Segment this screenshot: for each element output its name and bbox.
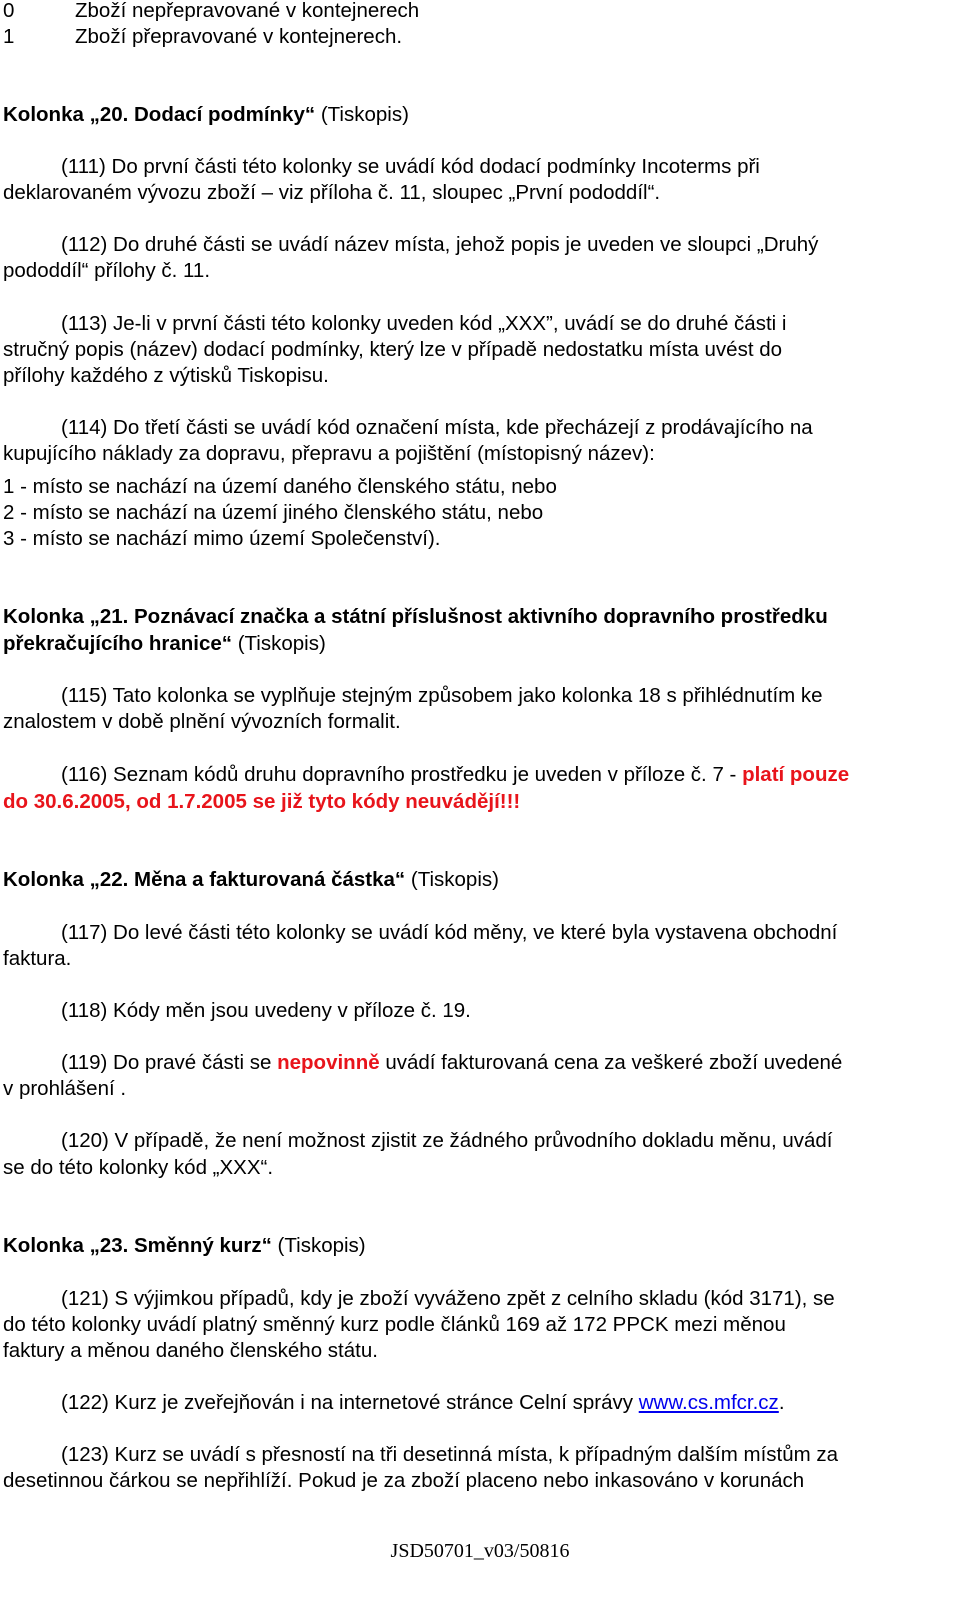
customs-website-link[interactable]: www.cs.mfcr.cz	[638, 1391, 779, 1414]
list-item: 3 - místo se nachází mimo území Společenství).	[3, 527, 441, 550]
paragraph-122: (122) Kurz je zveřejňován i na internetové stránce Celní správy www.cs.mfcr.cz.	[61, 1391, 785, 1414]
paragraph-112-cont: pododdíl“ přílohy č. 11.	[3, 259, 211, 282]
section-heading-20: Kolonka „20. Dodací podmínky“ (Tiskopis)	[3, 103, 409, 126]
paragraph-113-cont: stručný popis (název) dodací podmínky, který lze v případě nedostatku místa uvést do	[3, 338, 783, 361]
paragraph-118: (118) Kódy měn jsou uvedeny v příloze č. 19.	[61, 999, 471, 1022]
code-number: 0	[3, 0, 15, 22]
paragraph-114: (114) Do třetí části se uvádí kód označení místa, kde přecházejí z prodávajícího na	[61, 416, 813, 439]
section-heading-23: Kolonka „23. Směnný kurz“ (Tiskopis)	[3, 1234, 366, 1257]
code-item	[3, 24, 402, 50]
warning-text: platí pouze	[742, 763, 850, 786]
paragraph-117-cont: faktura.	[3, 947, 72, 970]
paragraph-120: (120) V případě, že není možnost zjistit ze žádného průvodního dokladu měnu, uvádí	[61, 1129, 833, 1152]
paragraph-119-cont: v prohlášení .	[3, 1077, 127, 1100]
section-heading-21: Kolonka „21. Poznávací značka a státní příslušnost aktivního dopravního prostředku	[3, 605, 828, 628]
code-item	[3, 0, 419, 24]
code-label: Zboží nepřepravované v kontejnerech	[75, 0, 420, 22]
code-number: 1	[3, 25, 15, 48]
paragraph-113-cont: přílohy každého z výtisků Tiskopisu.	[3, 364, 329, 387]
paragraph-121-cont: do této kolonky uvádí platný směnný kurz podle článků 169 až 172 PPCK mezi měnou	[3, 1313, 786, 1336]
warning-text: do 30.6.2005, od 1.7.2005 se již tyto kódy neuvádějí	[3, 790, 500, 813]
page-footer: JSD50701_v03/50816	[390, 1540, 570, 1562]
paragraph-116-cont: do 30.6.2005, od 1.7.2005 se již tyto kódy neuvádějí!!!	[3, 790, 521, 813]
paragraph-114-cont: kupujícího náklady za dopravu, přepravu a pojištění (místopisný název):	[3, 442, 655, 465]
paragraph-112: (112) Do druhé části se uvádí název místa, jehož popis je uveden ve sloupci „Druhý	[61, 233, 819, 256]
paragraph-121: (121) S výjimkou případů, kdy je zboží vyváženo zpět z celního skladu (kód 3171), se	[61, 1287, 835, 1310]
section-heading-21-cont: překračujícího hranice“ (Tiskopis)	[3, 632, 326, 655]
paragraph-115-cont: znalostem v době plnění vývozních formalit.	[3, 710, 401, 733]
list-item: 2 - místo se nachází na území jiného členského státu, nebo	[3, 501, 544, 524]
paragraph-119: (119) Do pravé části se nepovinně uvádí fakturovaná cena za veškeré zboží uvedené	[61, 1051, 843, 1074]
warning-text: nepovinně	[277, 1051, 380, 1074]
paragraph-111: (111) Do první části této kolonky se uvádí kód dodací podmínky Incoterms při	[61, 155, 760, 178]
paragraph-121-cont: faktury a měnou daného členského státu.	[3, 1339, 378, 1362]
paragraph-123-cont: desetinnou čárkou se nepřihlíží. Pokud je za zboží placeno nebo inkasováno v korunách	[3, 1469, 805, 1492]
paragraph-123: (123) Kurz se uvádí s přesností na tři desetinná místa, k případným dalším místům za	[61, 1443, 839, 1466]
list-item: 1 - místo se nachází na území daného členského státu, nebo	[3, 475, 557, 498]
paragraph-117: (117) Do levé části této kolonky se uvádí kód měny, ve které byla vystavena obchodní	[61, 921, 838, 944]
code-label: Zboží přepravované v kontejnerech.	[75, 25, 403, 48]
paragraph-120-cont: se do této kolonky kód „XXX“.	[3, 1156, 274, 1179]
paragraph-116: (116) Seznam kódů druhu dopravního prostředku je uveden v příloze č. 7 - platí pouze	[61, 763, 850, 786]
paragraph-113: (113) Je-li v první části této kolonky uveden kód „XXX”, uvádí se do druhé části i	[61, 312, 787, 335]
paragraph-111-cont: deklarovaném vývozu zboží – viz příloha č. 11, sloupec „První pododdíl“.	[3, 181, 661, 204]
paragraph-115: (115) Tato kolonka se vyplňuje stejným způsobem jako kolonka 18 s přihlédnutím ke	[61, 684, 823, 707]
section-heading-22: Kolonka „22. Měna a fakturovaná částka“ (Tiskopis)	[3, 868, 499, 891]
